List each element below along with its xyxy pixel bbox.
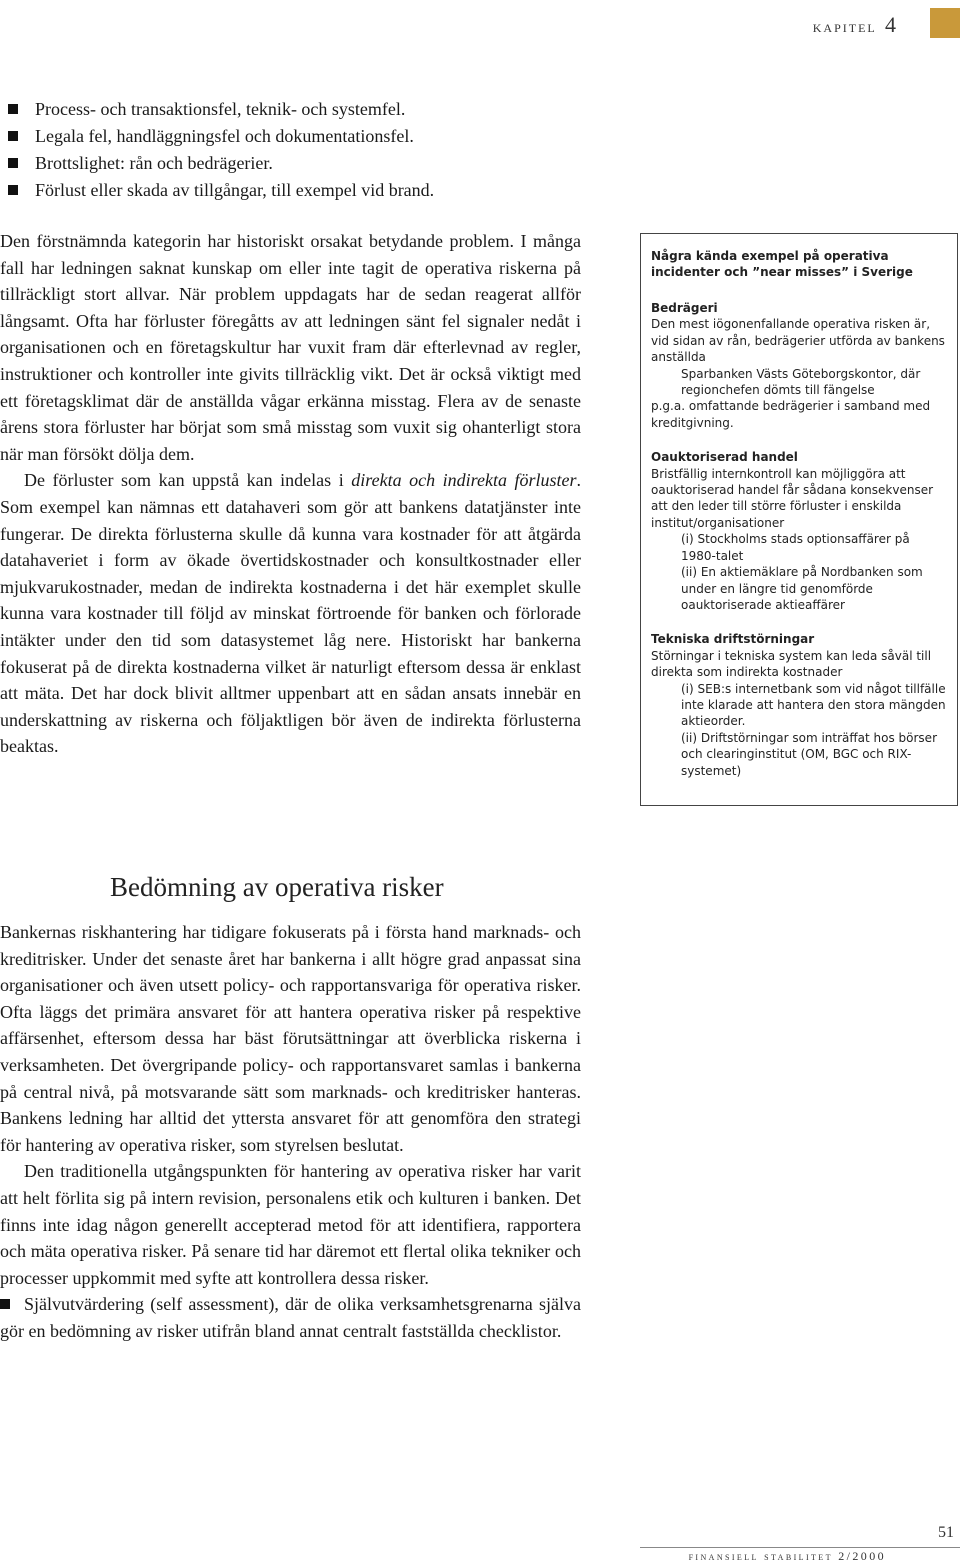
- list-item: [8, 150, 608, 177]
- list-item: [8, 177, 608, 204]
- box-section-fraud: [651, 300, 947, 431]
- page-number: 51: [938, 1524, 954, 1541]
- box-example: Sparbanken Västs Göteborgskontor, där regionchefen dömts till fängelse: [681, 366, 921, 398]
- list-item: [8, 123, 608, 150]
- box-title: Några kända exempel på operativa incidenter och ”near misses” i Sverige: [651, 249, 913, 279]
- paragraph-text: . Som exempel kan nämnas ett datahaveri som gör att bankens datatjänster inte fungerar. De direkta förlusterna skulle då kunna vara kostnader för att åtgärda datahaveriet i form av ökade övertidskostnader och konsultkostnader eller mjukvarukostnader, medan de indirekta kostnaderna i det här exemplet skulle kunna vara kostnader till följd av minskat förtroende för banken och förlorade intäkter under den tid som datasystemet låg nere. Historiskt har bankerna fokuserat på de direkta kostnaderna vilket är naturligt eftersom dessa är enklast att mäta. Det har dock blivit alltmer uppenbart att en sådan ansats innebär en underskattning av riskerna och följaktligen bör även de indirekta förlusterna beaktas.: [0, 470, 581, 757]
- square-bullet-icon: [8, 131, 18, 141]
- paragraph-text: De förluster som kan uppstå kan indelas i: [24, 470, 352, 491]
- square-bullet-icon: [8, 185, 18, 195]
- bullet-paragraph: [0, 1291, 581, 1344]
- box-example: (ii) Driftstörningar som inträffat hos börser och clearinginstitut (OM, BGC och RIX-systemet): [681, 730, 938, 778]
- publication-title: finansiell stabilitet 2/2000: [688, 1549, 886, 1563]
- body-paragraph: [0, 467, 581, 760]
- italic-term: direkta och indirekta förluster: [351, 470, 577, 491]
- list-item-text: Brottslighet: rån och bedrägerier.: [35, 153, 273, 173]
- list-item-text: Förlust eller skada av tillgångar, till exempel vid brand.: [35, 180, 435, 200]
- section-text-column: [0, 919, 581, 1345]
- incident-examples-box: [640, 233, 958, 806]
- box-example: (i) SEB:s internetbank som vid något tillfälle inte klarade att hantera den stora mängden aktieorder.: [681, 681, 946, 729]
- chapter-accent-box: [930, 8, 960, 38]
- square-bullet-icon: [0, 1299, 10, 1309]
- list-item-text: Legala fel, handläggningsfel och dokumentationsfel.: [35, 126, 414, 146]
- bullet-paragraph-text: Självutvärdering (self assessment), där de olika verksamhetsgrenarna själva gör en bedömning av risker utifrån bland annat centralt fastställda checklistor.: [0, 1294, 581, 1341]
- box-section-heading: Oauktoriserad handel: [651, 450, 798, 465]
- box-section-unauthorized-trading: [651, 449, 947, 613]
- body-paragraph: Den traditionella utgångspunkten för hantering av operativa risker har varit att helt förlita sig på intern revision, personalens etik och kulturen i banken. Det finns inte idag någon generellt accepterad metod för att identifiera, rapportera och mäta operativa risker. På senare tid har däremot ett flertal olika tekniker och processer uppkommit med syfte att kontrollera dessa risker.: [0, 1161, 581, 1288]
- box-example: (ii) En aktiemäklare på Nordbanken som under en längre tid genomförde oauktoriserade aktieaffärer: [681, 565, 923, 612]
- chapter-number: 4: [885, 12, 898, 37]
- body-paragraph: Den förstnämnda kategorin har historiskt orsakat betydande problem. I många fall har ledningen saknat kunskap om eller inte tagit de operativa riskerna på tillräckligt stort allvar. När problem uppdagats har de sedan reagerat allför långsamt. Ofta har förluster föregåtts av att ledningen sänt fel signaler nedåt i organisationen och en företagskultur har vuxit fram där efterlevnad av regler, instruktioner och kontroller inte givits tillräcklig vikt. Det är också viktigt med ett företagsklimat där de anställda vågar erkänna misstag. Flera av de senaste årens stora förluster har börjat som små misstag som vuxit sig ohanterligt stora när man försökt dölja dem.: [0, 231, 581, 464]
- box-section-text: Störningar i tekniska system kan leda såväl till direkta som indirekta kostnader: [651, 648, 932, 680]
- box-section-text: Bristfällig internkontroll kan möjliggöra att oauktoriserad handel får sådana konsekvenser att den leder till större förluster i enskilda institut/organisationer: [651, 466, 934, 530]
- section-heading: Bedömning av operativa risker: [110, 872, 444, 902]
- main-text-column: [0, 228, 581, 760]
- square-bullet-icon: [8, 104, 18, 114]
- box-section-technical-disruptions: [651, 631, 947, 779]
- box-example: (i) Stockholms stads optionsaffärer på 1980-talet: [681, 532, 910, 563]
- body-paragraph: Bankernas riskhantering har tidigare fokuserats på i första hand marknads- och kreditrisker. Under det senaste året har bankerna i allt högre grad anpassat sina organisationer och även utsett policy- och rapportansvariga för operativa risker. Ofta läggs det primära ansvaret för att hantera operativa risker på respektive affärsenhet, eftersom dessa har bäst förutsättningar att överblicka riskerna i verksamheten. Det övergripande policy- och rapportansvaret samlas i bankerna på central nivå, på motsvarande sätt som marknads- och kreditrisker hanteras. Bankens ledning har alltid det yttersta ansvaret för att genomföra den strategi för hantering av operativa risker, som styrelsen beslutat.: [0, 922, 581, 1155]
- square-bullet-icon: [8, 158, 18, 168]
- box-section-text: Den mest iögonenfallande operativa risken är, vid sidan av rån, bedrägerier utförda av bankens anställda: [651, 317, 945, 365]
- chapter-label: [813, 12, 898, 38]
- risk-category-list: [8, 96, 608, 204]
- box-section-heading: Tekniska driftstörningar: [651, 632, 815, 647]
- box-example: p.g.a. omfattande bedrägerier i samband med kreditgivning.: [651, 399, 931, 430]
- footer-rule: [640, 1547, 960, 1548]
- list-item-text: Process- och transaktionsfel, teknik- och systemfel.: [35, 99, 406, 119]
- box-section-heading: Bedrägeri: [651, 301, 718, 315]
- list-item: [8, 96, 608, 123]
- chapter-word: kapitel: [812, 17, 877, 36]
